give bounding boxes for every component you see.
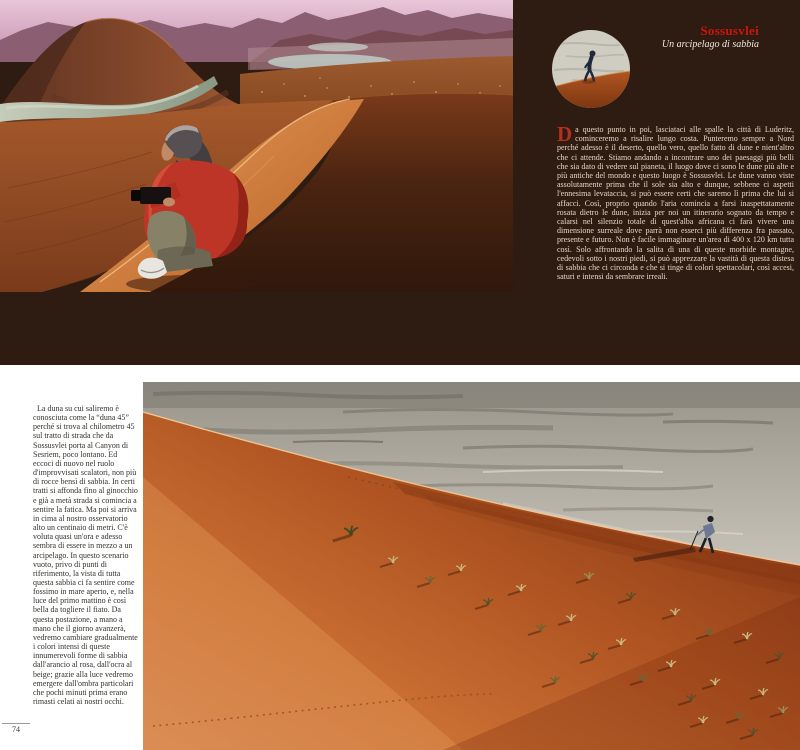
intro-text: a questo punto in poi, lasciataci alle spalle la città di Luderitz, cominceremo a risalire lungo costa. Punteremo sempre a Nord perché adesso è il deserto, quello vero, quello fatto di dune e nient'altro che ci attende. Stiamo andando a incontrare uno dei paesaggi più belli che sia dato di vedere sul pianeta, il luogo dove ci sono le dune più alte e più antiche del mondo e questo luogo è Sossusvlei. Le dune vanno viste assolutamente prima che il sole sia alto e dunque, sebbene ci aspetti l'ennesima levataccia, si può essere certi che saremo lì prima che lui si affacci. Così, proprio quando l'aria comincia a farsi inaspettatamente rosata dietro le dune, inizia per noi un itinerario sognato da tempo e calarsi nel silenzio totale di quest'alba africana ci farà vivere una dimensione surreale dove parrà non esserci più differenza fra passato, presente e futuro. Non è facile immaginare un'area di 400 x 120 km tutta così. Solo affrontando la salita di una di queste morbide montagne, cedevoli sotto i nostri piedi, si può apprezzare la vastità di questa distesa di sabbia che ci circonda e che si tinge di colori spettacolari, così accesi, saturi e intensi da sembrare irreali. [557, 125, 794, 282]
dune-photo [143, 382, 800, 750]
dune-photo-art [143, 382, 800, 750]
drop-cap: D [557, 122, 573, 146]
circle-photo-art [552, 30, 630, 108]
top-section [0, 0, 800, 365]
intro-paragraph [557, 122, 794, 282]
circle-photo [552, 30, 630, 108]
side-column-paragraph: La duna su cui saliremo è conosciuta come la “duna 45” perché si trova al chilometro 45 sul tratto di strada che da Sossusvlei porta al Canyon di Sesriem, poco lontano. Ed eccoci di nuovo nel ruolo d'improvvisati scalatori, non più di rocce bensì di sabbia. In certi tratti si affonda fino al ginocchio e già a metà strada si comincia a sentire la fatica. Ma poi si arriva in cima al nostro osservatorio alto un centinaio di metri. C'è voluta quasi un'ora e adesso sembra di essere in mezzo a un arcipelago. In questo scenario vuoto, privo di punti di riferimento, la vista di tutta questa sabbia ci fa sentire come fossimo in mare aperto, e, nella luce del primo mattino è così bella da togliere il fiato. Da questa postazione, a mano a mano che il giorno avanzerà, vedremo cambiare gradualmente i colori intensi di queste innumerevoli forme di sabbia dall'arancio al rosa, dall'ocra al beige; grazie alla luce vedremo emergere dall'ombra particolari che pochi minuti prima erano rimasti celati ai nostri occhi. [33, 404, 138, 706]
article-title: Sossusvlei [700, 23, 759, 38]
clay-pan-small [308, 43, 368, 52]
main-photo [0, 0, 513, 292]
main-photo-art [0, 0, 513, 292]
page-number: 74 [2, 723, 30, 734]
hand [163, 198, 175, 207]
camera-lens [131, 190, 141, 201]
bottom-section [0, 365, 800, 750]
walker-head [707, 516, 713, 522]
article-subtitle: Un arcipelago di sabbia [661, 39, 759, 50]
